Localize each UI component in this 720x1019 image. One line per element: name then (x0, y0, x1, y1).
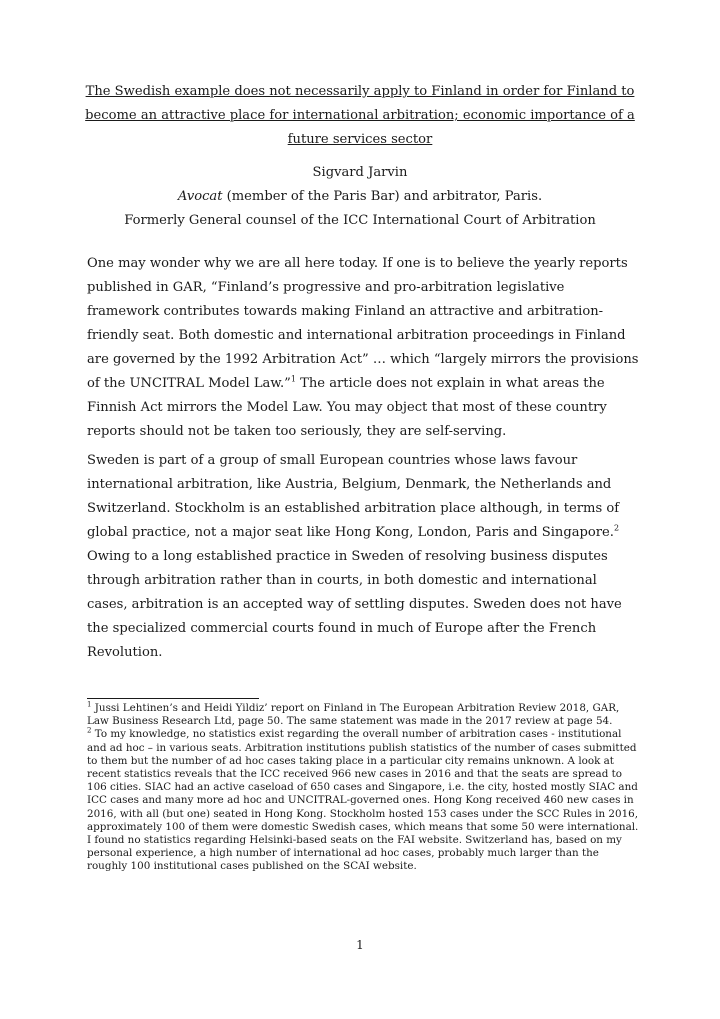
page-number: 1 (356, 938, 364, 952)
footnotes (87, 702, 639, 874)
paragraph-2-text-b: Owing to a long established practice in Sweden of resolving business disputes through arbitration rather than in courts, in both domestic and international cases, arbitration is an accepted way of settling disputes. Sweden does not have the specialized commercial courts found in much of Europe after the French Revolution. (87, 549, 622, 660)
footnote-divider (87, 698, 259, 699)
footnote-ref-2[interactable]: 2 (613, 523, 620, 533)
footnote-1-number: 1 (87, 700, 92, 709)
body-paragraph-2 (87, 449, 639, 665)
paragraph-2-text-a: Sweden is part of a group of small European countries whose laws favour international arbitration, like Austria, Belgium, Denmark, the Netherlands and Switzerland. Stockholm is an established arbitration place although, in terms of global practice, not a major seat like Hong Kong, London, Paris and Singapore. (87, 453, 620, 540)
footnote-ref-1[interactable]: 1 (290, 374, 296, 384)
author-role (80, 185, 640, 209)
author-former-role: Formerly General counsel of the ICC International Court of Arbitration (124, 213, 596, 228)
author-role-title: Avocat (177, 189, 223, 204)
footnote-1 (87, 702, 639, 728)
author-role-detail: (member of the Paris Bar) and arbitrator, Paris. (222, 189, 543, 204)
paragraph-1-text-b: The article does not explain in what areas the Finnish Act mirrors the Model Law. You may object that most of these country reports should not be taken too seriously, they are self-serving. (87, 376, 607, 439)
document-title: The Swedish example does not necessarily apply to Finland in order for Finland to become an attractive place for international arbitration; economic importance of a future services sector (85, 84, 635, 147)
author-name: Sigvard Jarvin (312, 165, 408, 180)
paragraph-1-text-a: One may wonder why we are all here today. If one is to believe the yearly reports published in GAR, “Finland’s progressive and pro-arbitration legislative framework contributes towards making Finland an attractive and arbitration-friendly seat. Both domestic and international arbitration proceedings in Finland are governed by the 1992 Arbitration Act” … which “largely mirrors the provisions of the UNCITRAL Model Law.” (87, 256, 639, 391)
footnote-2-text: To my knowledge, no statistics exist regarding the overall number of arbitration cases - institutional and ad hoc – in various seats. Arbitration institutions publish statistics of the number of cases submitted to them but the number of ad hoc cases taking place in a particular city remains unknown. A look at recent statistics reveals that the ICC received 966 new cases in 2016 and that the seats are spread to 106 cities. SIAC had an active caseload of 650 cases and Singapore, i.e. the city, hosted mostly SIAC and ICC cases and many more ad hoc and UNCITRAL-governed ones. Hong Kong received 460 new cases in 2016, with all (but one) seated in Hong Kong. Stockholm hosted 153 cases under the SCC Rules in 2016, approximately 100 of them were domestic Swedish cases, which means that some 50 were international. I found no statistics regarding Helsinki-based seats on the FAI website. Switzerland has, based on my personal experience, a high number of international ad hoc cases, probably much larger than the roughly 100 institutional cases published on the SCAI website. (87, 728, 639, 873)
footnote-2 (87, 728, 639, 873)
body-paragraph-1 (87, 252, 639, 444)
author-block (80, 161, 640, 233)
footnote-1-text: Jussi Lehtinen’s and Heidi Yildiz’ report on Finland in The European Arbitration Review 2018, GAR, Law Business Research Ltd, page 50. The same statement was made in the 2017 review at page 54. (87, 702, 620, 728)
footnote-2-number: 2 (87, 726, 92, 735)
